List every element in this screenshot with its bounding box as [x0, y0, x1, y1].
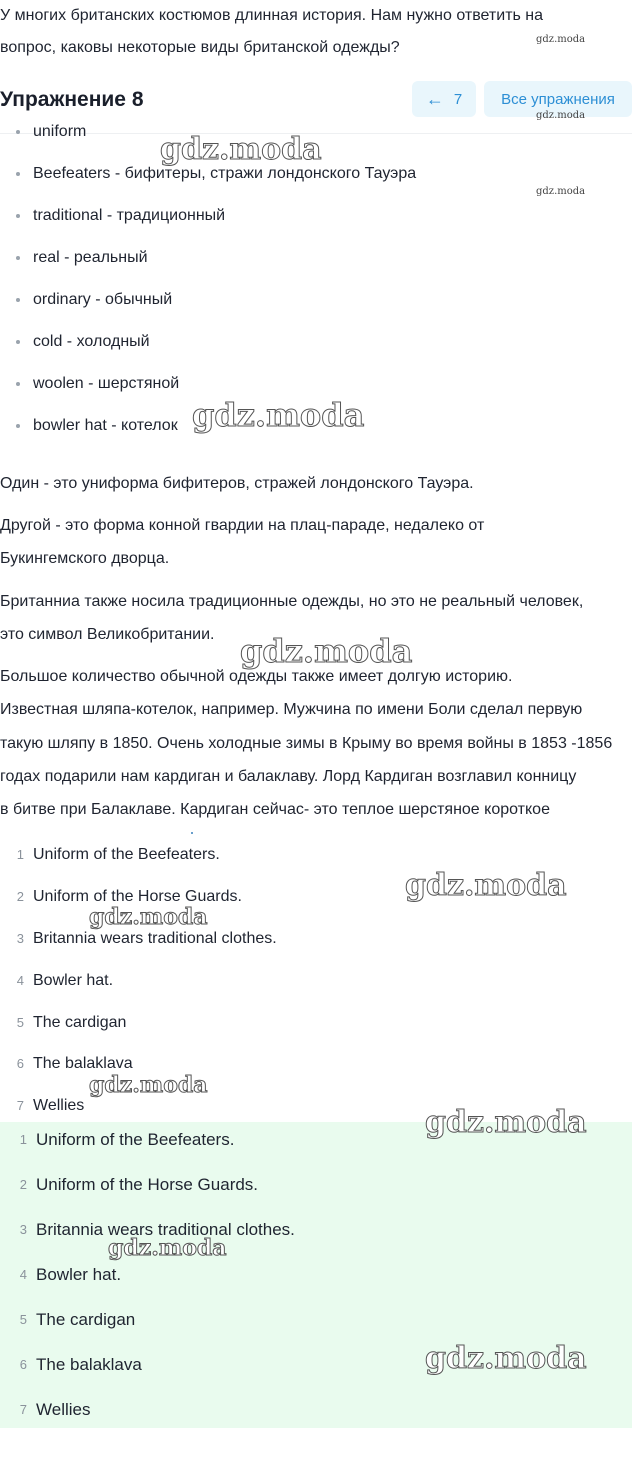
bullet-icon — [16, 172, 20, 176]
watermark: gdz.moda — [405, 868, 567, 903]
paragraph-line: Известная шляпа-котелок, например. Мужчина по имени Боли сделал первую — [0, 701, 583, 718]
watermark: gdz.moda — [536, 110, 586, 121]
page-title: Упражнение 8 — [0, 88, 144, 111]
watermark: gdz.moda — [192, 396, 365, 434]
list-item: woolen - шерстяной — [33, 374, 179, 394]
list-item: 2 Uniform of the Horse Guards. — [16, 888, 242, 905]
list-item: 5 The cardigan — [16, 1014, 127, 1031]
arrow-left-icon: ← — [425, 88, 444, 109]
bullet-icon — [16, 424, 20, 428]
list-item: traditional - традиционный — [33, 206, 225, 226]
paragraph-line: Другой - это форма конной гвардии на плац-параде, недалеко от — [0, 517, 485, 534]
watermark: gdz.moda — [425, 1105, 587, 1140]
previous-exercise-button[interactable] — [412, 81, 476, 117]
bullet-icon — [16, 256, 20, 260]
paragraph-line: в битве при Балаклаве. Кардиган сейчас- это теплое шерстяное короткое — [0, 801, 550, 818]
watermark: gdz.moda — [536, 34, 586, 45]
intro-line: У многих британских костюмов длинная история. Нам нужно ответить на — [0, 7, 544, 24]
watermark: gdz.moda — [160, 132, 322, 167]
watermark: gdz.moda — [89, 904, 208, 930]
list-item: 2 Uniform of the Horse Guards. — [19, 1175, 259, 1194]
paragraph-line: Большое количество обычной одежды также имеет долгую историю. — [0, 668, 513, 685]
paragraph-line: Букингемского дворца. — [0, 550, 170, 567]
bullet-icon — [16, 130, 20, 134]
list-item: 1 Uniform of the Beefeaters. — [19, 1130, 235, 1149]
list-item: uniform — [33, 122, 86, 142]
list-item: 7 Wellies — [16, 1097, 85, 1114]
bullet-icon — [16, 340, 20, 344]
watermark: gdz.moda — [425, 1341, 587, 1376]
list-item: 4 Bowler hat. — [16, 972, 114, 989]
list-item: cold - холодный — [33, 332, 150, 352]
list-item: 3 Britannia wears traditional clothes. — [19, 1220, 295, 1239]
list-item: 3 Britannia wears traditional clothes. — [16, 930, 277, 947]
paragraph-line: годах подарили нам кардиган и балаклаву. Лорд Кардиган возглавил конницу — [0, 768, 577, 785]
list-item: ordinary - обычный — [33, 290, 172, 310]
bullet-icon — [16, 214, 20, 218]
intro-line: вопрос, каковы некоторые виды британской одежды? — [0, 39, 400, 56]
list-item: 7 Wellies — [19, 1400, 91, 1419]
watermark: gdz.moda — [108, 1235, 227, 1261]
list-item: bowler hat - котелок — [33, 416, 178, 436]
previous-exercise-number: 7 — [453, 90, 463, 108]
paragraph-line: это символ Великобритании. — [0, 626, 215, 643]
watermark: gdz.moda — [89, 1072, 208, 1098]
list-item: Beefeaters - бифитеры, стражи лондонского Тауэра — [33, 164, 416, 184]
watermark: gdz.moda — [536, 186, 586, 197]
paragraph-line: такую шляпу в 1850. Очень холодные зимы в Крыму во время войны в 1853 -1856 — [0, 735, 613, 752]
bullet-icon — [16, 382, 20, 386]
divider — [191, 832, 193, 834]
list-item: 5 The cardigan — [19, 1310, 136, 1329]
list-item: 6 The balaklava — [16, 1055, 133, 1072]
paragraph-line: Один - это униформа бифитеров, стражей лондонского Тауэра. — [0, 475, 474, 492]
list-item: 4 Bowler hat. — [19, 1265, 122, 1284]
all-exercises-button[interactable]: Все упражнения — [484, 81, 632, 117]
list-item: 6 The balaklava — [19, 1355, 142, 1374]
bullet-icon — [16, 298, 20, 302]
list-item: 1 Uniform of the Beefeaters. — [16, 846, 220, 863]
paragraph-line: Британниа также носила традиционные одежды, но это не реальный человек, — [0, 593, 584, 610]
intro-text — [0, 0, 632, 64]
list-item: real - реальный — [33, 248, 148, 268]
watermark: gdz.moda — [240, 632, 413, 670]
